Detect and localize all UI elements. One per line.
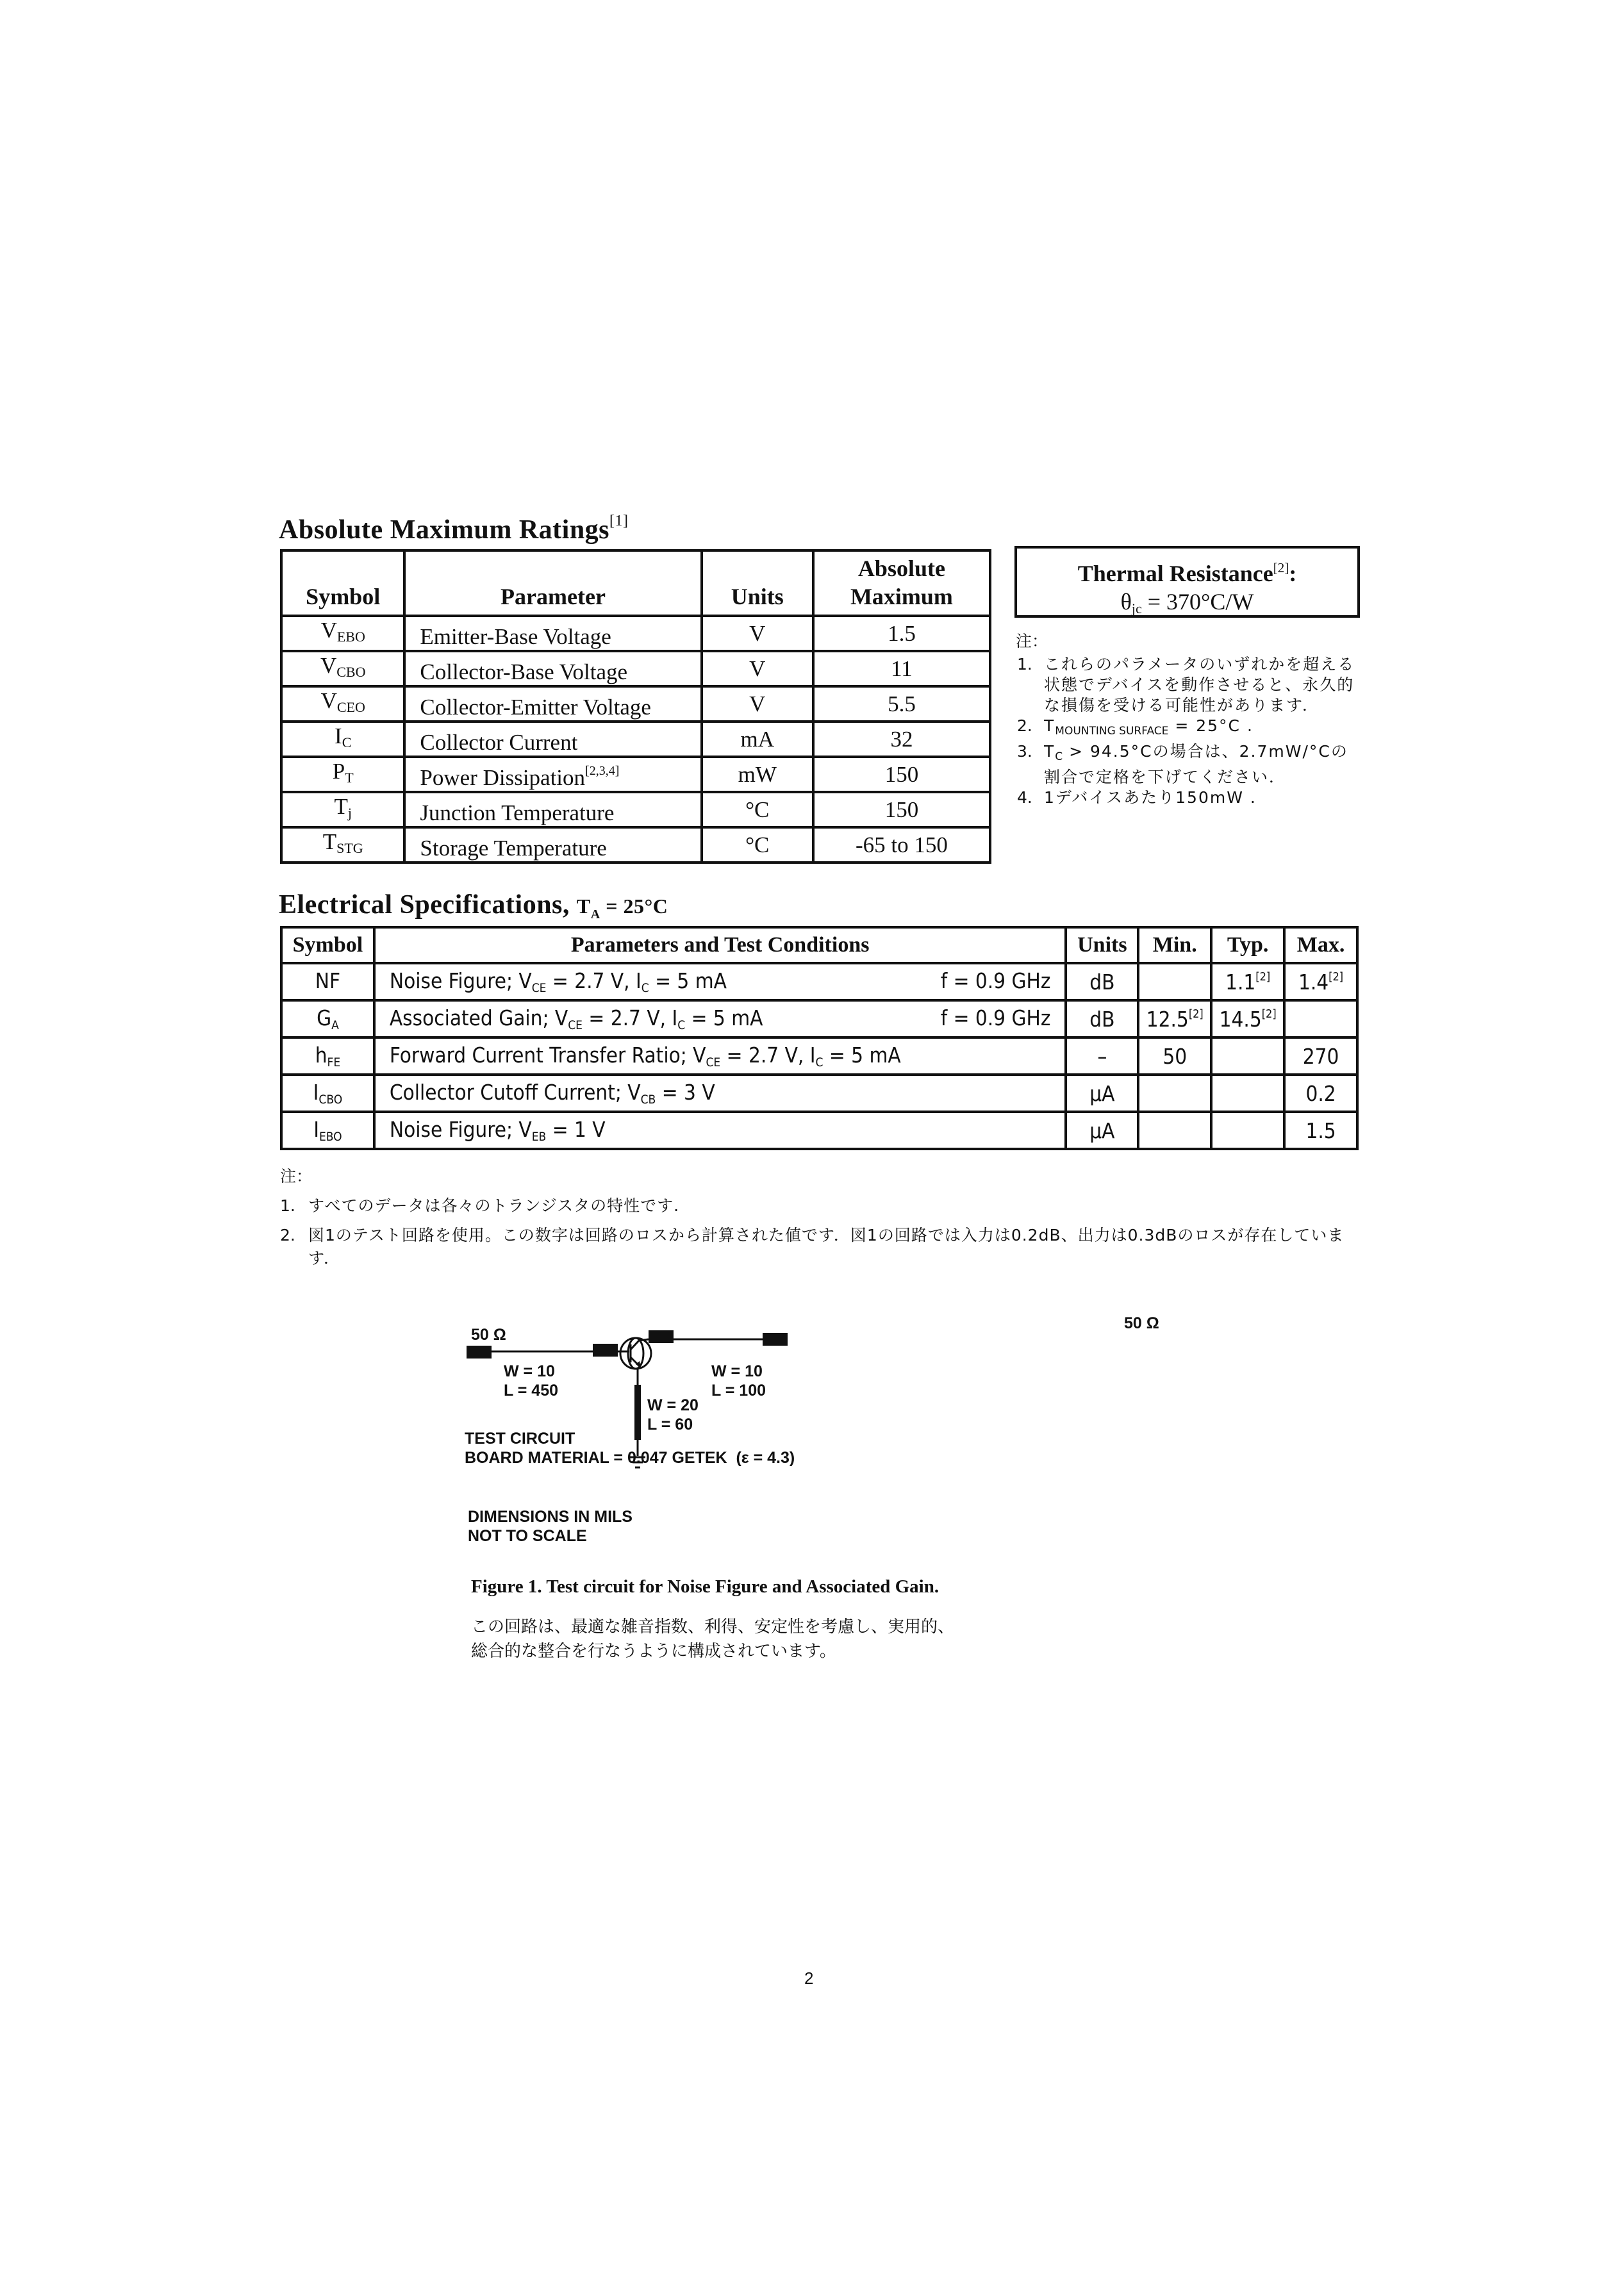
es-max — [1284, 1037, 1357, 1075]
parameter-text: Junction Temperature — [420, 800, 615, 825]
left-line-width: W = 10 — [504, 1362, 555, 1380]
note-t-sub: C — [1055, 750, 1063, 763]
amr-parameter — [404, 792, 701, 827]
note-value: = 25°C . — [1168, 716, 1254, 735]
es-header-typ: Typ. — [1211, 927, 1284, 963]
amr-note-3 — [1016, 741, 1362, 788]
amr-header-abs-max-line2: Maximum — [850, 584, 953, 609]
dimension-notes — [468, 1507, 633, 1546]
symbol-sub: CBO — [336, 663, 366, 680]
es-symbol — [281, 1037, 374, 1075]
amr-symbol — [281, 616, 404, 651]
note-t-symbol: T — [1044, 742, 1055, 761]
es-min — [1138, 1037, 1211, 1075]
max-ref: [2] — [1328, 970, 1344, 984]
amr-note-2 — [1016, 716, 1362, 741]
note-text: 図1のテスト回路を使用。この数字は回路のロスから計算された値です．図1の回路では入力は0.2dB、出力は0.3dBのロスが存在しています． — [308, 1226, 1345, 1268]
parameter-text: Collector-Base Voltage — [420, 659, 628, 684]
es-parameter — [374, 1037, 1066, 1075]
es-max — [1284, 1112, 1357, 1149]
right-line-length: L = 100 — [711, 1382, 766, 1400]
es-max — [1284, 963, 1357, 1000]
amr-max-value: 1.5 — [813, 616, 990, 651]
figure-caption: Figure 1. Test circuit for Noise Figure and Associated Gain. — [471, 1576, 939, 1597]
amr-header-parameter: Parameter — [404, 550, 701, 616]
amr-units: °C — [702, 827, 813, 863]
es-row — [281, 1112, 1357, 1149]
symbol-sub: CBO — [319, 1093, 343, 1107]
figure-jp-line-2: 総合的な整合を行なうように構成されています。 — [471, 1642, 836, 1661]
note-text — [1044, 716, 1362, 741]
amr-symbol — [281, 792, 404, 827]
note-number: 1. — [1017, 655, 1032, 673]
thermal-title-ref: [2] — [1273, 560, 1289, 575]
amr-parameter — [404, 722, 701, 757]
amr-max-value: 150 — [813, 792, 990, 827]
absolute-maximum-ratings-table — [280, 549, 991, 864]
parameter-text: Power Dissipation — [420, 765, 586, 790]
symbol-base: V — [320, 652, 337, 678]
amr-parameter — [404, 827, 701, 863]
right-impedance-label: 50 Ω — [1124, 1314, 1159, 1332]
es-header-row — [281, 927, 1357, 963]
parameter-conditions: Forward Current Transfer Ratio; $V_{CE} = 2.7$ V, $I_C = 5$ mA — [389, 1043, 901, 1070]
symbol-sub: j — [347, 804, 352, 821]
note-number: 3. — [1017, 742, 1032, 761]
parameter-conditions: Noise Figure; $V_{EB} = 1$ V — [389, 1117, 606, 1144]
min-value: 50 — [1163, 1043, 1188, 1069]
amr-row — [281, 686, 990, 722]
amr-max-value: 11 — [813, 651, 990, 686]
symbol-base: G — [317, 1005, 332, 1030]
amr-notes-heading: 注： — [1016, 632, 1048, 650]
es-header-params: Parameters and Test Conditions — [374, 927, 1066, 963]
es-header-min: Min. — [1138, 927, 1211, 963]
amr-row — [281, 722, 990, 757]
amr-row — [281, 827, 990, 863]
amr-header-abs-max-line1: Absolute — [857, 556, 945, 581]
typ-ref: [2] — [1255, 970, 1271, 984]
amr-row — [281, 651, 990, 686]
es-typ — [1211, 1000, 1284, 1037]
thermal-value-text: = 370°C/W — [1141, 589, 1254, 615]
es-typ — [1211, 1075, 1284, 1112]
amr-units: V — [702, 616, 813, 651]
note-value: > 94.5°Cの場合は、2.7mW/°Cの割合で定格を下げてください． — [1044, 742, 1348, 786]
dimensions-label: DIMENSIONS IN MILS — [468, 1508, 633, 1526]
note-text: 1デバイスあたり150mW . — [1044, 788, 1257, 807]
amr-parameter — [404, 757, 701, 792]
es-min — [1138, 1000, 1211, 1037]
theta-symbol: θ — [1120, 589, 1132, 615]
amr-units: V — [702, 651, 813, 686]
thermal-resistance-box — [1014, 546, 1360, 618]
symbol-sub: A — [331, 1018, 339, 1032]
note-number: 1. — [280, 1196, 295, 1215]
amr-row — [281, 792, 990, 827]
amr-parameter — [404, 686, 701, 722]
es-symbol — [281, 1112, 374, 1149]
amr-header-units: Units — [702, 550, 813, 616]
ta-value: = 25°C — [600, 895, 668, 918]
symbol-base: I — [335, 723, 342, 748]
es-title — [279, 889, 668, 922]
note-text: すべてのデータは各々のトランジスタの特性です. — [308, 1196, 680, 1215]
board-material-label: BOARD MATERIAL = 0.047 GETEK (ε = 4.3) — [465, 1449, 795, 1467]
amr-header-row — [281, 550, 990, 616]
amr-row — [281, 757, 990, 792]
symbol-sub: CEO — [336, 698, 365, 715]
max-value: 0.2 — [1305, 1080, 1336, 1106]
amr-symbol — [281, 651, 404, 686]
amr-notes — [1016, 631, 1362, 808]
amr-title — [279, 513, 629, 545]
amr-parameter — [404, 616, 701, 651]
amr-max-value: 32 — [813, 722, 990, 757]
thermal-colon: : — [1289, 561, 1297, 586]
symbol-base: P — [332, 758, 345, 784]
amr-note-4 — [1016, 788, 1362, 808]
amr-max-value: 150 — [813, 757, 990, 792]
note-number: 2. — [1017, 716, 1032, 735]
amr-symbol — [281, 722, 404, 757]
ta-sub: A — [590, 907, 600, 921]
max-value: 1.5 — [1305, 1118, 1336, 1143]
es-header-symbol: Symbol — [281, 927, 374, 963]
amr-note-1 — [1016, 654, 1362, 716]
symbol-base: I — [313, 1117, 319, 1142]
left-impedance-label: 50 Ω — [471, 1326, 506, 1344]
amr-units: V — [702, 686, 813, 722]
max-value: 270 — [1302, 1043, 1339, 1069]
max-value: 1.4 — [1298, 969, 1329, 995]
note-text — [1044, 741, 1362, 788]
emitter-line-dims — [647, 1396, 699, 1434]
es-units: dB — [1066, 963, 1138, 1000]
emitter-line-length: L = 60 — [647, 1416, 693, 1433]
amr-row — [281, 616, 990, 651]
es-units: – — [1066, 1037, 1138, 1075]
es-ta-condition — [576, 895, 668, 921]
amr-header-abs-max — [813, 550, 990, 616]
amr-header-symbol: Symbol — [281, 550, 404, 616]
es-note-1 — [280, 1194, 1370, 1218]
symbol-base: I — [313, 1080, 319, 1105]
min-ref: [2] — [1188, 1007, 1204, 1021]
es-max — [1284, 1000, 1357, 1037]
es-row — [281, 963, 1357, 1000]
es-note-2 — [280, 1224, 1370, 1270]
test-circuit-diagram — [461, 1307, 1186, 1499]
test-circuit-label: TEST CIRCUIT — [465, 1430, 575, 1448]
figure-jp-line-1: この回路は、最適な雑音指数、利得、安定性を考慮し、実用的、 — [471, 1617, 955, 1637]
note-t-sub: MOUNTING SURFACE — [1055, 725, 1169, 738]
es-min — [1138, 1112, 1211, 1149]
es-units: dB — [1066, 1000, 1138, 1037]
es-parameter — [374, 1075, 1066, 1112]
amr-title-ref: [1] — [609, 513, 629, 529]
es-min — [1138, 1075, 1211, 1112]
figure-caption-japanese — [471, 1615, 954, 1664]
symbol-base: T — [322, 829, 337, 854]
left-line-dims — [504, 1362, 558, 1400]
theta-sub: jc — [1131, 600, 1142, 616]
es-max — [1284, 1075, 1357, 1112]
parameter-conditions: Collector Cutoff Current; $V_{CB} = 3$ V — [389, 1080, 715, 1107]
es-symbol — [281, 1000, 374, 1037]
note-t-symbol: T — [1044, 716, 1055, 735]
right-line-dims — [711, 1362, 766, 1400]
amr-symbol — [281, 827, 404, 863]
symbol-base: h — [315, 1043, 327, 1068]
es-parameter — [374, 1000, 1066, 1037]
es-notes — [280, 1165, 1370, 1270]
es-notes-heading: 注： — [280, 1167, 313, 1185]
thermal-title-text: Thermal Resistance — [1077, 561, 1273, 586]
es-typ — [1211, 963, 1284, 1000]
es-typ — [1211, 1112, 1284, 1149]
es-header-max: Max. — [1284, 927, 1357, 963]
es-parameter — [374, 963, 1066, 1000]
typ-value: 14.5 — [1219, 1006, 1262, 1032]
typ-ref: [2] — [1261, 1007, 1277, 1021]
amr-symbol — [281, 686, 404, 722]
thermal-resistance-title — [1017, 554, 1357, 588]
parameter-text: Collector Current — [420, 730, 578, 755]
note-text: これらのパラメータのいずれかを超える状態でデバイスを動作させると、永久的な損傷を受ける可能性があります． — [1044, 655, 1355, 714]
symbol-base: T — [334, 793, 348, 819]
parameter-text: Emitter-Base Voltage — [420, 624, 611, 649]
symbol-base: NF — [315, 968, 341, 993]
board-info — [465, 1429, 795, 1467]
note-number: 4. — [1017, 788, 1032, 807]
symbol-sub: STG — [336, 839, 363, 856]
es-symbol — [281, 963, 374, 1000]
symbol-sub: EBO — [319, 1130, 342, 1144]
es-units: µA — [1066, 1075, 1138, 1112]
parameter-text: Storage Temperature — [420, 836, 607, 861]
es-row — [281, 1075, 1357, 1112]
es-title-text: Electrical Specifications, — [279, 890, 570, 920]
symbol-base: V — [320, 688, 337, 713]
es-header-units: Units — [1066, 927, 1138, 963]
symbol-sub: EBO — [336, 628, 365, 645]
amr-units: mA — [702, 722, 813, 757]
es-units: µA — [1066, 1112, 1138, 1149]
not-to-scale-label: NOT TO SCALE — [468, 1527, 587, 1545]
es-typ — [1211, 1037, 1284, 1075]
amr-max-value: -65 to 150 — [813, 827, 990, 863]
parameter-text: Collector-Emitter Voltage — [420, 695, 651, 720]
electrical-specifications-table — [280, 926, 1359, 1150]
symbol-sub: T — [345, 769, 354, 786]
min-value: 12.5 — [1146, 1006, 1189, 1032]
symbol-sub: FE — [327, 1055, 341, 1070]
parameter-conditions: Noise Figure; $V_{CE} = 2.7$ V, $I_C = 5$ mA — [389, 968, 727, 995]
parameter-ref: [2,3,4] — [585, 764, 620, 778]
circuit-schematic-icon — [461, 1307, 1186, 1499]
amr-title-text: Absolute Maximum Ratings — [279, 515, 610, 545]
amr-symbol — [281, 757, 404, 792]
thermal-resistance-value — [1017, 588, 1357, 623]
ta-symbol: T — [576, 895, 591, 918]
symbol-sub: C — [342, 734, 352, 750]
frequency: f = 0.9 GHz — [940, 968, 1051, 993]
es-row — [281, 1037, 1357, 1075]
es-row — [281, 1000, 1357, 1037]
page-number: 2 — [804, 1969, 814, 1988]
amr-parameter — [404, 651, 701, 686]
amr-units: mW — [702, 757, 813, 792]
es-symbol — [281, 1075, 374, 1112]
right-line-width: W = 10 — [711, 1362, 763, 1380]
typ-value: 1.1 — [1225, 969, 1256, 995]
note-number: 2. — [280, 1226, 295, 1244]
es-parameter — [374, 1112, 1066, 1149]
frequency: f = 0.9 GHz — [940, 1005, 1051, 1030]
amr-units: °C — [702, 792, 813, 827]
es-min — [1138, 963, 1211, 1000]
left-line-length: L = 450 — [504, 1382, 559, 1400]
emitter-line-width: W = 20 — [647, 1396, 699, 1414]
symbol-base: V — [320, 617, 337, 643]
amr-max-value: 5.5 — [813, 686, 990, 722]
parameter-conditions: Associated Gain; $V_{CE} = 2.7$ V, $I_C = 5$ mA — [389, 1005, 763, 1032]
